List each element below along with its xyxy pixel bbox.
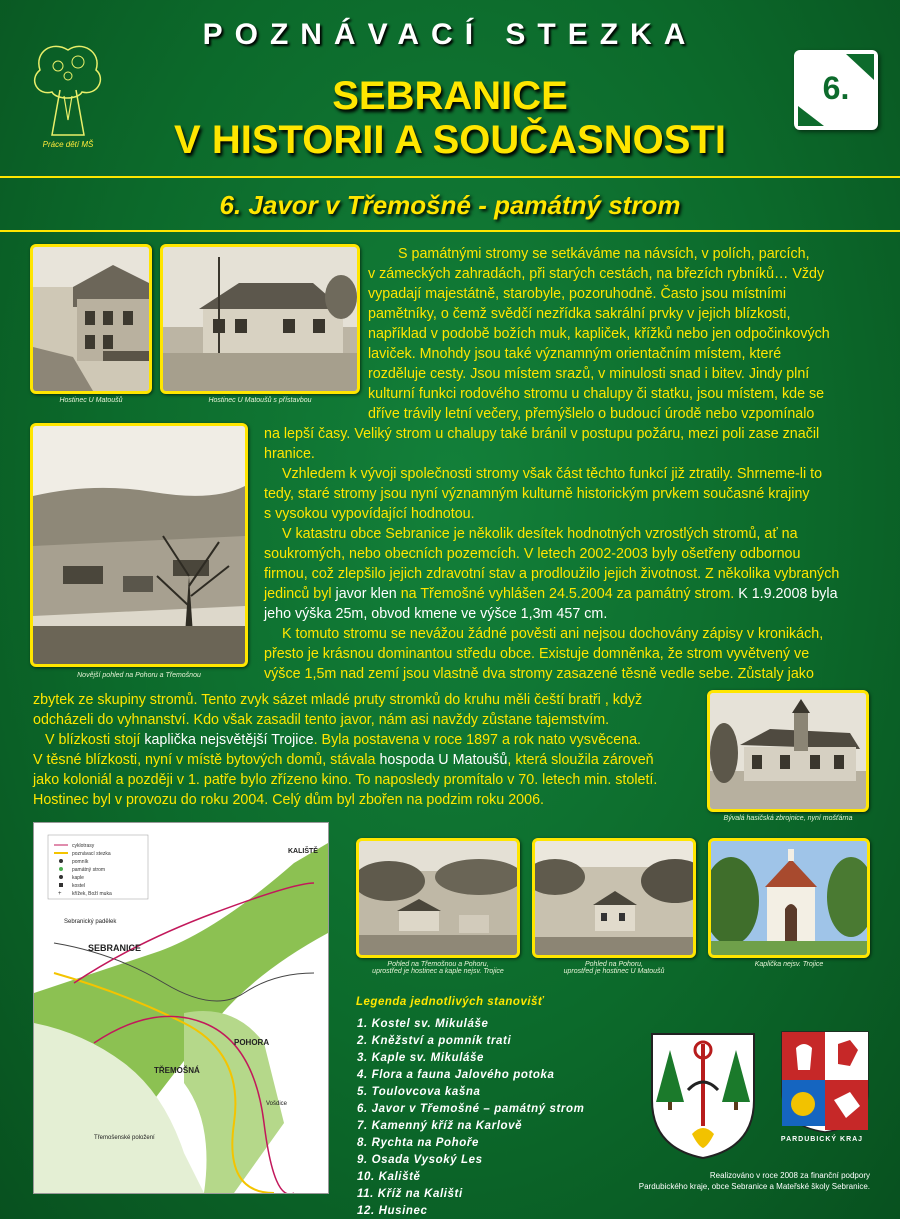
legend-item: 5. Toulovcova kašna xyxy=(357,1086,481,1098)
text-line: soukromých, nebo obecních pozemcích. V letech 2002-2003 byly ošetřeny odbornou xyxy=(264,546,801,562)
text-line: tedy, staré stromy jsou nyní významným kulturně historickým prvkem současné krajiny xyxy=(264,486,810,502)
legend-item: 4. Flora a fauna Jalového potoka xyxy=(357,1069,555,1081)
text-line: firmou, což zlepšilo jejich zdravotní stav a prodloužilo jejich životnost. Z několika vybraných xyxy=(264,566,840,582)
text-line: hranice. xyxy=(264,446,315,462)
text-line: zbytek ze skupiny stromů. Tento zvyk sázet mladé pruty stromků do kruhu měli čeští bratři , když xyxy=(33,692,643,708)
funding-note xyxy=(620,1170,870,1192)
highlight-tree: javor klen xyxy=(331,586,401,602)
text-line xyxy=(33,750,697,770)
legend-item: 8. Rychta na Pohoře xyxy=(357,1137,479,1149)
stop-number-badge xyxy=(794,50,878,130)
photo-village-view xyxy=(30,423,248,667)
caption-line: Pohled na Pohoru, xyxy=(585,961,643,968)
photo-fire-station xyxy=(707,690,869,812)
legend-item: 10. Kaliště xyxy=(357,1171,421,1183)
region-shield-icon xyxy=(780,1030,870,1134)
logo-caption: Práce dětí MŠ xyxy=(42,140,94,149)
stations-legend xyxy=(357,1016,584,1219)
text-block-intro xyxy=(368,244,866,424)
map-label-kaliste: KALIŠTĚ xyxy=(288,848,318,855)
funding-line: Realizováno v roce 2008 za finanční podpory xyxy=(709,1171,870,1180)
text-span: , která sloužila zároveň xyxy=(507,752,654,768)
map-legend-monument: pomník xyxy=(72,859,89,865)
section-subtitle: 6. Javor v Třemošné - památný strom xyxy=(219,190,681,220)
text-span: jedinců byl xyxy=(264,586,332,602)
text-line: V katastru obce Sebranice je několik desítek hodnotných vzrostlých stromů, ať na xyxy=(282,526,798,542)
map-legend-chapel: kaple xyxy=(72,875,84,881)
text-block-lower xyxy=(33,690,697,810)
caption-line: uprostřed je hostinec a kaple nejsv. Trojice xyxy=(372,968,504,975)
caption-line: Pohled na Třemošnou a Pohoru, xyxy=(387,961,489,968)
page-title xyxy=(0,74,900,162)
map-legend-cyklo: cyklotrasy xyxy=(72,843,95,849)
photo-tremosna-pohora-caption xyxy=(356,961,520,975)
svg-text:+: + xyxy=(58,891,62,897)
photo-inn-annex xyxy=(160,244,360,394)
legend-item: 2. Kněžství a pomník trati xyxy=(357,1035,512,1047)
legend-item: 3. Kaple sv. Mikuláše xyxy=(357,1052,485,1064)
text-line xyxy=(33,730,697,750)
text-line: vypadají majestátně, starobyle, pozoruhodně. Často jsou místními xyxy=(368,286,787,302)
text-line: odcházeli do vyhnanství. Kdo však zasadil tento javor, nám asi navždy zůstane tajemstvím. xyxy=(33,712,610,728)
map-legend-church: kostel xyxy=(72,883,86,889)
text-line: na lepší časy. Veliký strom u chalupy také bránil v postupu požáru, mezi poli zase značil xyxy=(264,426,820,442)
legend-item: 11. Kříž na Kališti xyxy=(357,1188,463,1200)
text-line: pamětníky, o čemž svědčí nezřídka sakrální prvky v jejich blízkosti, xyxy=(368,306,791,322)
map-label-tremosna: TŘEMOŠNÁ xyxy=(154,1066,200,1075)
legend-item: 7. Kamenný kříž na Karlově xyxy=(357,1120,523,1132)
stop-number: 6. xyxy=(822,70,850,106)
photo-inn-annex-caption: Hostinec U Matoušů s přístavbou xyxy=(208,397,312,404)
trail-map[interactable] xyxy=(33,822,329,1194)
text-span: . Byla postavena v roce 1897 a rok nato vysvěcena. xyxy=(313,732,642,748)
text-line: jeho výška 25m, obvod kmene ve výšce 1,3m 457 cm. xyxy=(264,606,608,622)
text-line: přesto je krásnou dominantou středu obce. Existuje domněnka, že strom vyvětvený ve xyxy=(264,646,810,662)
municipal-shield-icon xyxy=(648,1030,758,1160)
text-line: s vysokou vypovídající hodnotou. xyxy=(264,506,475,522)
photo-chapel xyxy=(708,838,870,958)
map-label-polozeni: Třemošenské položení xyxy=(94,1135,155,1141)
legend-title: Legenda jednotlivých stanovišť xyxy=(356,996,544,1008)
text-line: dříve trávily letní večery, přemýšlelo o budoucí úrodě nebo vzpomínalo xyxy=(368,406,815,422)
highlight-inn: hospoda U Matoušů xyxy=(375,752,508,768)
map-label-vosdice: Vošdice xyxy=(266,1101,288,1107)
map-legend-cross: křížek, Boží muka xyxy=(72,891,112,897)
title-line-2: V HISTORII A SOUČASNOSTI xyxy=(174,118,726,162)
text-line: Hostinec byl v provozu do roku 2004. Celý dům byl zbořen na podzim roku 2006. xyxy=(33,792,544,808)
legend-item: 6. Javor v Třemošné – památný strom xyxy=(357,1103,585,1115)
text-line: laviček. Mnohdy jsou také významným orientačním místem, které xyxy=(368,346,782,362)
region-label: PARDUBICKÝ KRAJ xyxy=(780,1136,864,1143)
sebranice-coat-of-arms xyxy=(648,1030,758,1160)
text-line: například v podobě božích muk, kapliček, křížků nebo jen odpočinkových xyxy=(368,326,830,342)
trail-map-drawing xyxy=(34,823,328,1193)
text-line: S památnými stromy se setkáváme na návsích, v polích, parcích, xyxy=(398,246,810,262)
text-line: rozděluje cesty. Jsou místem srazů, v minulosti snad i bitev. Jindy plní xyxy=(368,366,810,382)
highlight-measure: K 1.9.2008 byla xyxy=(734,586,838,602)
highlight-chapel: kaplička nejsvětější Trojice xyxy=(140,732,314,748)
photo-inn-old-caption: Hostinec U Matoušů xyxy=(59,397,123,404)
map-legend-tree: památný strom xyxy=(72,867,106,873)
legend-item: 1. Kostel sv. Mikuláše xyxy=(357,1018,489,1030)
text-line: v zámeckých zahradách, při starých cestách, na březích rybníků… Vždy xyxy=(368,266,825,282)
photo-tremosna-pohora xyxy=(356,838,520,958)
map-label-sebranice: SEBRANICE xyxy=(88,943,142,953)
photo-chapel-caption: Kaplička nejsv. Trojice xyxy=(754,961,824,968)
text-line: K tomuto stromu se nevážou žádné pověsti ani nejsou dochovány zápisy v kronikách, xyxy=(282,626,824,642)
text-line: výšce 1,5m nad zemí jsou vlastně dva stromy zasazené těsně vedle sebe. Zůstaly jako xyxy=(264,666,814,682)
text-line: kulturní funkci rodového stromu u chalupy či statku, jsou místem, kde se xyxy=(368,386,825,402)
photo-inn-old xyxy=(30,244,152,394)
legend-item: 9. Osada Vysoký Les xyxy=(357,1154,483,1166)
map-legend-trail: poznávací stezka xyxy=(72,851,111,857)
text-span: na Třemošné vyhlášen 24.5.2004 za památný strom. xyxy=(400,586,735,602)
text-line xyxy=(264,584,866,604)
photo-fire-station-caption: Bývalá hasičská zbrojnice, nyní mošťárna xyxy=(723,815,853,822)
header-divider xyxy=(0,176,900,178)
title-line-1: SEBRANICE xyxy=(332,74,568,118)
photo-pohora-caption xyxy=(532,961,696,975)
text-span: V blízkosti stojí xyxy=(45,732,141,748)
region-coat-of-arms xyxy=(780,1030,870,1134)
header-kicker: POZNÁVACÍ STEZKA xyxy=(202,18,698,51)
text-line: jako koloniál a později v 1. patře bylo zřízeno kino. To naposledy promítalo v 70. letech min. století. xyxy=(33,772,658,788)
legend-item: 12. Husinec xyxy=(357,1205,428,1217)
funding-line: Pardubického kraje, obce Sebranice a Mateřské školy Sebranice. xyxy=(638,1182,870,1191)
subtitle-divider xyxy=(0,230,900,232)
map-label-padelek: Sebranický padělek xyxy=(64,919,117,925)
map-label-pohora: POHORA xyxy=(234,1038,270,1047)
photo-village-view-caption: Novější pohled na Pohoru a Třemošnou xyxy=(77,672,201,679)
text-line: Vzhledem k vývoji společnosti stromy však část těchto funkcí již ztratily. Shrneme-li to xyxy=(282,466,823,482)
text-span: V těsné blízkosti, nyní v místě bytových domů, stávala xyxy=(33,752,376,768)
caption-line: uprostřed je hostinec U Matoušů xyxy=(563,968,665,975)
text-block-main xyxy=(264,424,866,684)
photo-pohora xyxy=(532,838,696,958)
